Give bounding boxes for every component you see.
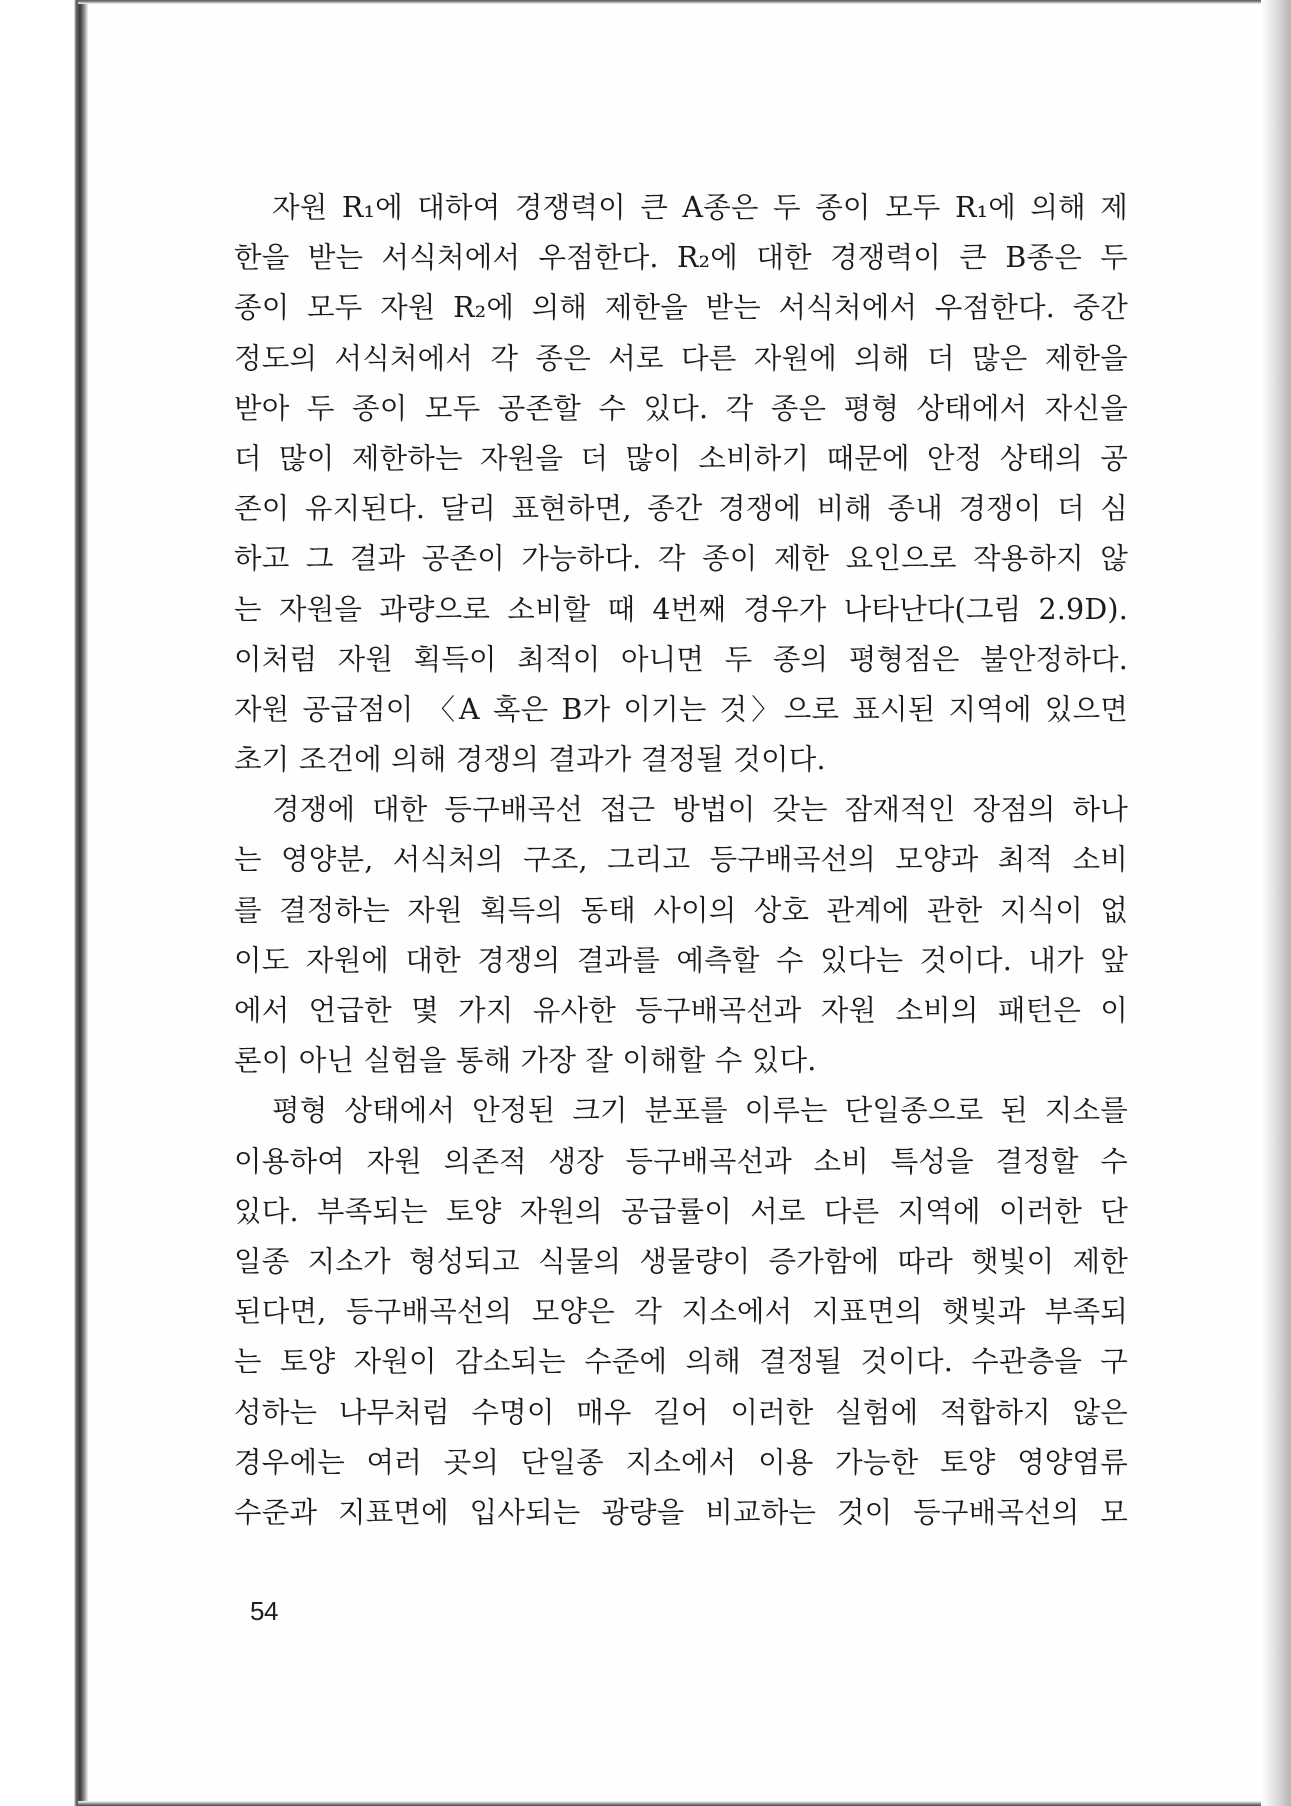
text-line: 존이 유지된다. 달리 표현하면, 종간 경쟁에 비해 종내 경쟁이 더 심 bbox=[234, 492, 1128, 526]
text-line: 일종 지소가 형성되고 식물의 생물량이 증가함에 따라 햇빛이 제한 bbox=[234, 1244, 1128, 1278]
page-right-shadow bbox=[1261, 0, 1291, 1806]
text-line: 하고 그 결과 공존이 가능하다. 각 종이 제한 요인으로 작용하지 않 bbox=[234, 542, 1128, 576]
text-line: 경우에는 여러 곳의 단일종 지소에서 이용 가능한 토양 영양염류 bbox=[234, 1445, 1128, 1479]
text-line: 는 영양분, 서식처의 구조, 그리고 등구배곡선의 모양과 최적 소비 bbox=[234, 843, 1128, 877]
text-line: 이처럼 자원 획득이 최적이 아니면 두 종의 평형점은 불안정하다. bbox=[234, 642, 1128, 676]
text-line: 받아 두 종이 모두 공존할 수 있다. 각 종은 평형 상태에서 자신을 bbox=[234, 391, 1128, 425]
body-text bbox=[234, 183, 1128, 1538]
text-line: 성하는 나무처럼 수명이 매우 길어 이러한 실험에 적합하지 않은 bbox=[234, 1395, 1128, 1429]
text-line: 한을 받는 서식처에서 우점한다. R₂에 대한 경쟁력이 큰 B종은 두 bbox=[234, 241, 1128, 275]
text-line: 평형 상태에서 안정된 크기 분포를 이루는 단일종으로 된 지소를 bbox=[272, 1094, 1128, 1128]
text-line: 론이 아닌 실험을 통해 가장 잘 이해할 수 있다. bbox=[234, 1044, 817, 1078]
page-bottom-edge bbox=[78, 1801, 1268, 1806]
text-line: 이용하여 자원 의존적 생장 등구배곡선과 소비 특성을 결정할 수 bbox=[234, 1144, 1128, 1178]
text-line: 에서 언급한 몇 가지 유사한 등구배곡선과 자원 소비의 패턴은 이 bbox=[234, 994, 1128, 1027]
text-line: 있다. 부족되는 토양 자원의 공급률이 서로 다른 지역에 이러한 단 bbox=[234, 1194, 1128, 1228]
text-line: 더 많이 제한하는 자원을 더 많이 소비하기 때문에 안정 상태의 공 bbox=[234, 441, 1128, 475]
text-line: 정도의 서식처에서 각 종은 서로 다른 자원에 의해 더 많은 제한을 bbox=[234, 341, 1128, 375]
text-line: 를 결정하는 자원 획득의 동태 사이의 상호 관계에 관한 지식이 없 bbox=[234, 893, 1128, 927]
text-line: 된다면, 등구배곡선의 모양은 각 지소에서 지표면의 햇빛과 부족되 bbox=[234, 1295, 1128, 1329]
text-line: 는 자원을 과량으로 소비할 때 4번째 경우가 나타난다(그림 2.9D). bbox=[234, 592, 1128, 626]
text-line: 종이 모두 자원 R₂에 의해 제한을 받는 서식처에서 우점한다. 중간 bbox=[234, 291, 1128, 325]
text-line: 자원 R₁에 대하여 경쟁력이 큰 A종은 두 종이 모두 R₁에 의해 제 bbox=[272, 191, 1128, 224]
page-number: 54 bbox=[250, 1596, 278, 1626]
text-line: 초기 조건에 의해 경쟁의 결과가 결정될 것이다. bbox=[234, 743, 826, 777]
text-line: 자원 공급점이 〈A 혹은 B가 이기는 것〉으로 표시된 지역에 있으면 bbox=[234, 692, 1128, 726]
book-binding-edge bbox=[0, 0, 88, 1806]
text-line: 경쟁에 대한 등구배곡선 접근 방법이 갖는 잠재적인 장점의 하나 bbox=[272, 793, 1128, 827]
text-line: 이도 자원에 대한 경쟁의 결과를 예측할 수 있다는 것이다. 내가 앞 bbox=[234, 943, 1128, 977]
text-line: 수준과 지표면에 입사되는 광량을 비교하는 것이 등구배곡선의 모 bbox=[234, 1495, 1128, 1529]
text-line: 는 토양 자원이 감소되는 수준에 의해 결정될 것이다. 수관층을 구 bbox=[234, 1345, 1128, 1379]
